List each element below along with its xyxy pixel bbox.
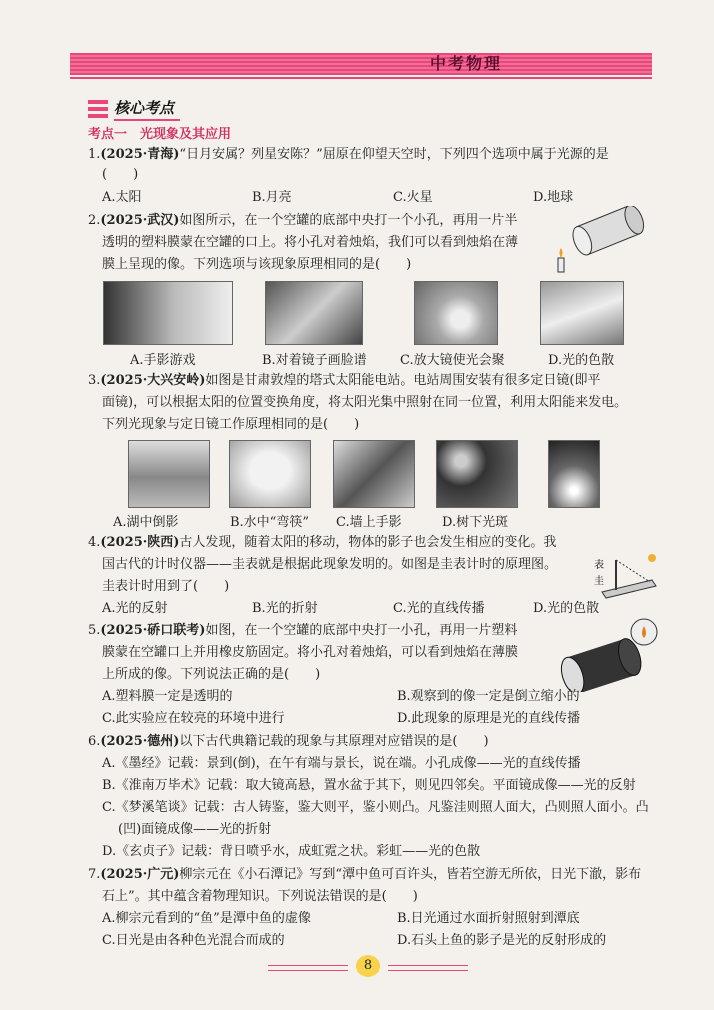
q4-line1: 4.(2025·陕西)古人发现，随着太阳的移动，物体的影子也会发生相应的变化。我 [88,535,557,550]
gnomon-label-biao: 表 [594,560,604,571]
footer-ornament-left [268,965,348,971]
q5-line1: 5.(2025·硚口联考)如图，在一个空罐的底部中央打一小孔，再用一片塑料 [88,623,518,638]
q7-opt-b: B.日光通过水面折射照射到潭底 [397,911,580,926]
section-heading [88,96,180,122]
q4-opt-c: C.光的直线传播 [393,601,485,616]
gnomon-label-gui: 圭 [594,576,604,587]
q1-line1: 1.(2025·青海)“日月安属？列星安陈？”屈原在仰望天空时，下列四个选项中属于光源的是 [88,147,609,162]
q2-opt-c: C.放大镜使光会聚 [400,353,505,368]
q3-opt-c: C.墙上手影 [336,515,402,530]
q7-opt-a: A.柳宗元看到的“鱼”是潭中鱼的虚像 [102,911,311,926]
can-candle-figure [556,616,666,692]
q1-opt-a: A.太阳 [102,190,142,205]
q2-opt-b: B.对着镜子画脸谱 [262,353,367,368]
section-bars-icon [88,100,108,118]
q1-opt-d: D.地球 [533,190,574,205]
q5-line2: 膜蒙在空罐口上并用橡皮筋固定。将小孔对着烛焰，可以看到烛焰在薄膜 [102,645,519,660]
q6-opt-c: C.《梦溪笔谈》记载：古人铸鉴，鉴大则平，鉴小则凸。凡鉴洼则照人面大，凸则照人面小。凸 [102,800,649,815]
q5-opt-b: B.观察到的像一定是倒立缩小的 [397,689,580,704]
q5-line3: 上所成的像。下列说法正确的是( ) [102,667,321,682]
q3-line2: 面镜)，可以根据太阳的位置变换角度，将太阳光集中照射在同一位置，利用太阳能来发电。 [102,395,628,410]
q5-opt-d: D.此现象的原理是光的直线传播 [397,711,581,726]
magnifier-image [414,281,498,345]
page-number: 8 [356,955,380,977]
q7-line2: 石上”。其中蕴含着物理知识。下列说法错误的是( ) [102,889,418,904]
tree-light-spots-image [436,440,518,508]
solar-tower-image [548,440,600,508]
header-band [70,53,652,75]
q6-opt-b: B.《淮南万毕术》记载：取大镜高悬，置水盆于其下，则见四邻矣。平面镜成像——光的反射 [102,778,636,793]
q3-opt-d: D.树下光斑 [442,515,509,530]
pinhole-can-figure [552,206,652,276]
q4-opt-a: A.光的反射 [102,601,168,616]
section-title: 核心考点 [114,97,180,121]
face-painting-image [265,281,363,345]
bent-chopsticks-image [229,440,311,508]
q4-opt-b: B.光的折射 [252,601,318,616]
page-footer [268,955,468,979]
q5-opt-a: A.塑料膜一定是透明的 [102,689,233,704]
footer-ornament-right [388,965,468,971]
q2-line2: 透明的塑料膜蒙在空罐的口上。将小孔对着烛焰，我们可以看到烛焰在薄 [102,235,519,250]
q2-line1: 2.(2025·武汉)如图所示，在一个空罐的底部中央打一个小孔，再用一片半 [88,213,518,228]
q7-opt-d: D.石头上鱼的影子是光的反射形成的 [397,933,607,948]
q2-opt-a: A.手影游戏 [130,353,196,368]
lake-reflection-image [128,440,210,508]
q1-opt-b: B.月亮 [252,190,292,205]
q3-opt-b: B.水中“弯筷” [230,515,309,530]
q3-opt-a: A.湖中倒影 [113,515,179,530]
q7-opt-c: C.日光是由各种色光混合而成的 [102,933,285,948]
q5-opt-c: C.此实验应在较亮的环境中进行 [102,711,285,726]
q1-opt-c: C.火星 [393,190,433,205]
q4-line2: 国古代的计时仪器——圭表就是根据此现象发明的。如图是圭表计时的原理图。 [102,557,558,572]
q4-line3: 圭表计时用到了( ) [102,579,230,594]
q6-line1: 6.(2025·德州)以下古代典籍记载的现象与其原理对应错误的是( ) [88,734,489,749]
header-rule [70,77,652,79]
wall-shadow-image [333,440,415,508]
q3-line1: 3.(2025·大兴安岭)如图是甘肃敦煌的塔式太阳能电站。电站周围安装有很多定日镜(即平 [88,373,601,388]
q3-line3: 下列光现象与定日镜工作原理相同的是( ) [102,417,360,432]
q6-opt-c-cont: (凹)面镜成像——光的折射 [118,822,272,837]
q6-opt-a: A.《墨经》记载：景到(倒)，在午有端与景长，说在端。小孔成像——光的直线传播 [102,756,581,771]
q2-line3: 膜上呈现的像。下列选项与该现象原理相同的是( ) [102,257,412,272]
topic-label: 考点一 光现象及其应用 [88,127,232,142]
dispersion-image [540,281,624,345]
q1-blank: ( ) [102,167,139,182]
q2-opt-d: D.光的色散 [548,353,615,368]
gnomon-figure [594,552,660,600]
q6-opt-d: D.《玄贞子》记载：背日喷乎水，成虹霓之状。彩虹——光的色散 [102,844,481,859]
q4-opt-d: D.光的色散 [533,601,600,616]
header-title: 中考物理 [429,54,502,73]
hand-shadow-image [103,281,233,345]
q7-line1: 7.(2025·广元)柳宗元在《小石潭记》写到“潭中鱼可百许头，皆若空游无所依，日光下澈，影布 [88,867,642,882]
